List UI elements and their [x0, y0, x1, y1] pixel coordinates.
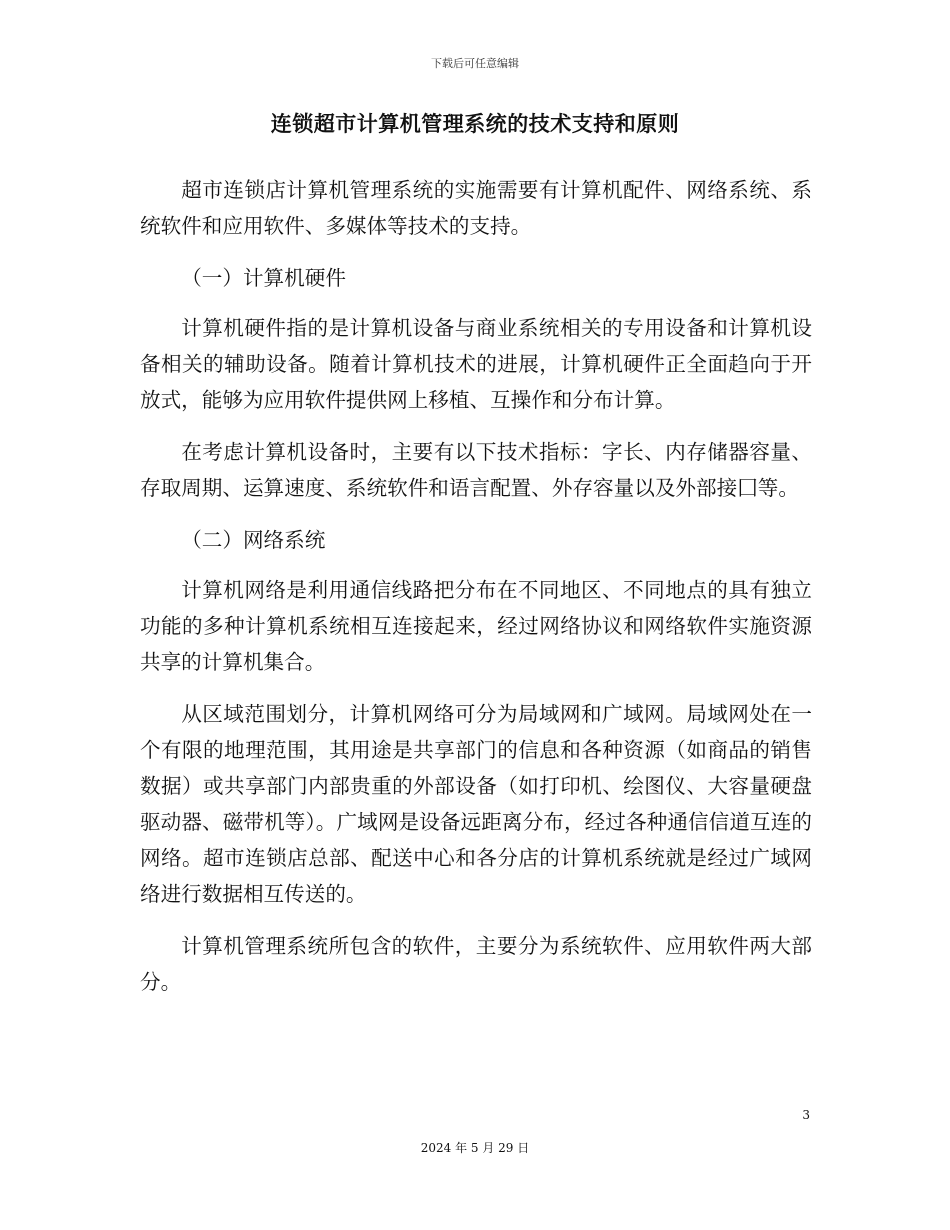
paragraph-lan-wan: 从区域范围划分，计算机网络可分为局域网和广域网。局域网处在一个有限的地理范围，其用途是共享部门的信息和各种资源（如商品的销售数据）或共享部门内部贵重的外部设备（如打印机、绘图仪、大容量硬盘驱动器、磁带机等）。广域网是设备远距离分布，经过各种通信信道互连的网络。超市连锁店总部、配送中心和各分店的计算机系统就是经过广域网络进行数据相互传送的。 [140, 702, 812, 906]
section-heading-hardware: （一）计算机硬件 [181, 266, 346, 290]
header-note: 下载后可任意编辑 [431, 57, 519, 70]
document-body [140, 172, 812, 1016]
paragraph-software: 计算机管理系统所包含的软件，主要分为系统软件、应用软件两大部分。 [140, 934, 812, 994]
section-heading-network: （二）网络系统 [181, 528, 326, 552]
paragraph-tech-specs: 在考虑计算机设备时，主要有以下技术指标：字长、内存储器容量、存取周期、运算速度、系统软件和语言配置、外存容量以及外部接囗等。 [140, 440, 812, 500]
paragraph-network-definition: 计算机网络是利用通信线路把分布在不同地区、不同地点的具有独立功能的多种计算机系统相互连接起来，经过网络协议和网络软件实施资源共享的计算机集合。 [140, 578, 812, 674]
page-number: 3 [802, 1108, 810, 1122]
footer-date: 2024 年 5 月 29 日 [420, 1141, 530, 1155]
document-title: 连锁超市计算机管理系统的技术支持和原则 [270, 112, 680, 136]
paragraph-intro: 超市连锁店计算机管理系统的实施需要有计算机配件、网络系统、系统软件和应用软件、多媒体等技术的支持。 [140, 178, 812, 238]
paragraph-hardware: 计算机硬件指的是计算机设备与商业系统相关的专用设备和计算机设备相关的辅助设备。随着计算机技术的进展，计算机硬件正全面趋向于开放式，能够为应用软件提供网上移植、互操作和分布计算。 [140, 316, 812, 412]
